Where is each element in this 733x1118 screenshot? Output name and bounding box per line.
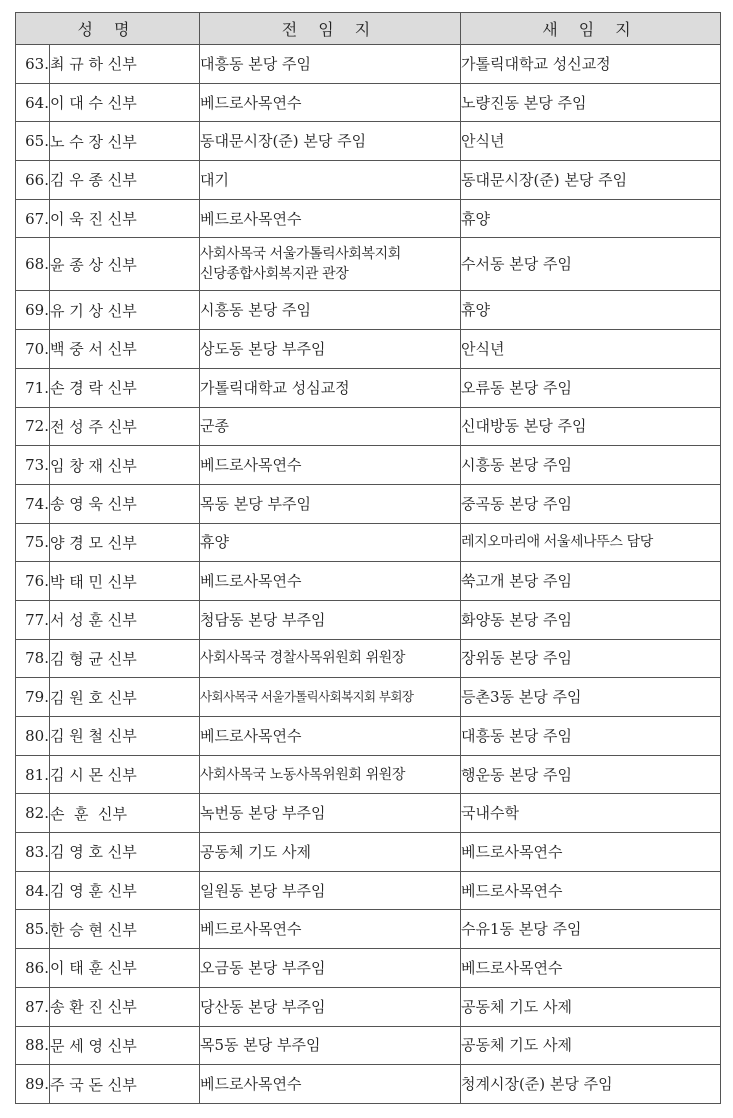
previous-post: 베드로사목연수 bbox=[200, 1065, 461, 1104]
priest-name: 전 성 주 신부 bbox=[50, 407, 200, 446]
new-post: 장위동 본당 주임 bbox=[461, 639, 721, 678]
row-number: 63. bbox=[16, 45, 50, 84]
new-post: 수서동 본당 주임 bbox=[461, 238, 721, 291]
table-row bbox=[16, 407, 721, 446]
previous-post: 베드로사목연수 bbox=[200, 910, 461, 949]
priest-name: 양 경 모 신부 bbox=[50, 523, 200, 562]
priest-name: 백 중 서 신부 bbox=[50, 330, 200, 369]
new-post: 오류동 본당 주임 bbox=[461, 368, 721, 407]
previous-post: 대흥동 본당 주임 bbox=[200, 45, 461, 84]
priest-name: 김 우 종 신부 bbox=[50, 161, 200, 200]
new-post: 레지오마리애 서울세나뚜스 담당 bbox=[461, 523, 721, 562]
previous-post: 휴양 bbox=[200, 523, 461, 562]
header-previous-post: 전 임 지 bbox=[200, 13, 461, 45]
row-number: 85. bbox=[16, 910, 50, 949]
new-post: 행운동 본당 주임 bbox=[461, 755, 721, 794]
previous-post: 베드로사목연수 bbox=[200, 562, 461, 601]
row-number: 71. bbox=[16, 368, 50, 407]
row-number: 75. bbox=[16, 523, 50, 562]
row-number: 79. bbox=[16, 678, 50, 717]
previous-post: 청담동 본당 부주임 bbox=[200, 600, 461, 639]
table-row bbox=[16, 717, 721, 756]
table-row bbox=[16, 446, 721, 485]
header-new-post: 새 임 지 bbox=[461, 13, 721, 45]
table-row bbox=[16, 871, 721, 910]
table-row bbox=[16, 910, 721, 949]
header-name: 성 명 bbox=[16, 13, 200, 45]
row-number: 87. bbox=[16, 987, 50, 1026]
table-row bbox=[16, 794, 721, 833]
row-number: 67. bbox=[16, 199, 50, 238]
previous-post: 베드로사목연수 bbox=[200, 446, 461, 485]
table-row bbox=[16, 484, 721, 523]
table-row bbox=[16, 83, 721, 122]
table-row bbox=[16, 161, 721, 200]
new-post: 가톨릭대학교 성신교정 bbox=[461, 45, 721, 84]
new-post: 휴양 bbox=[461, 199, 721, 238]
new-post: 쑥고개 본당 주임 bbox=[461, 562, 721, 601]
new-post: 안식년 bbox=[461, 330, 721, 369]
priest-name: 송 환 진 신부 bbox=[50, 987, 200, 1026]
row-number: 78. bbox=[16, 639, 50, 678]
priest-name: 최 규 하 신부 bbox=[50, 45, 200, 84]
row-number: 83. bbox=[16, 833, 50, 872]
row-number: 82. bbox=[16, 794, 50, 833]
new-post: 화양동 본당 주임 bbox=[461, 600, 721, 639]
table-row bbox=[16, 678, 721, 717]
new-post: 수유1동 본당 주임 bbox=[461, 910, 721, 949]
row-number: 65. bbox=[16, 122, 50, 161]
previous-post: 녹번동 본당 부주임 bbox=[200, 794, 461, 833]
previous-post: 베드로사목연수 bbox=[200, 83, 461, 122]
priest-name: 손 훈 신부 bbox=[50, 794, 200, 833]
table-row bbox=[16, 1065, 721, 1104]
row-number: 81. bbox=[16, 755, 50, 794]
new-post: 공동체 기도 사제 bbox=[461, 987, 721, 1026]
table-row bbox=[16, 562, 721, 601]
table-row bbox=[16, 330, 721, 369]
table-row bbox=[16, 833, 721, 872]
priest-name: 이 대 수 신부 bbox=[50, 83, 200, 122]
previous-post-line-2: 신당종합사회복지관 관장 bbox=[200, 266, 349, 283]
previous-post: 시흥동 본당 주임 bbox=[200, 291, 461, 330]
previous-post: 사회사목국 경찰사목위원회 위원장 bbox=[200, 639, 461, 678]
priest-name: 이 욱 진 신부 bbox=[50, 199, 200, 238]
row-number: 86. bbox=[16, 949, 50, 988]
priest-name: 노 수 장 신부 bbox=[50, 122, 200, 161]
row-number: 73. bbox=[16, 446, 50, 485]
previous-post: 군종 bbox=[200, 407, 461, 446]
previous-post: 동대문시장(준) 본당 주임 bbox=[200, 122, 461, 161]
priest-name: 임 창 재 신부 bbox=[50, 446, 200, 485]
priest-name: 김 영 호 신부 bbox=[50, 833, 200, 872]
previous-post: 당산동 본당 부주임 bbox=[200, 987, 461, 1026]
new-post: 베드로사목연수 bbox=[461, 833, 721, 872]
new-post: 국내수학 bbox=[461, 794, 721, 833]
table-row bbox=[16, 600, 721, 639]
previous-post: 일원동 본당 부주임 bbox=[200, 871, 461, 910]
new-post: 노량진동 본당 주임 bbox=[461, 83, 721, 122]
new-post: 시흥동 본당 주임 bbox=[461, 446, 721, 485]
previous-post: 공동체 기도 사제 bbox=[200, 833, 461, 872]
priest-name: 김 원 호 신부 bbox=[50, 678, 200, 717]
row-number: 74. bbox=[16, 484, 50, 523]
priest-name: 김 시 몬 신부 bbox=[50, 755, 200, 794]
row-number: 68. bbox=[16, 238, 50, 291]
appointments-table bbox=[15, 12, 721, 1104]
new-post: 대흥동 본당 주임 bbox=[461, 717, 721, 756]
new-post: 신대방동 본당 주임 bbox=[461, 407, 721, 446]
table-row bbox=[16, 238, 721, 291]
table-row bbox=[16, 639, 721, 678]
priest-name: 주 국 돈 신부 bbox=[50, 1065, 200, 1104]
priest-name: 서 성 훈 신부 bbox=[50, 600, 200, 639]
table-row bbox=[16, 1026, 721, 1065]
priest-name: 김 영 훈 신부 bbox=[50, 871, 200, 910]
priest-name: 손 경 락 신부 bbox=[50, 368, 200, 407]
row-number: 64. bbox=[16, 83, 50, 122]
new-post: 베드로사목연수 bbox=[461, 871, 721, 910]
previous-post: 베드로사목연수 bbox=[200, 717, 461, 756]
row-number: 80. bbox=[16, 717, 50, 756]
previous-post: 대기 bbox=[200, 161, 461, 200]
priest-name: 김 원 철 신부 bbox=[50, 717, 200, 756]
priest-name: 박 태 민 신부 bbox=[50, 562, 200, 601]
header-row bbox=[16, 13, 721, 45]
new-post: 등촌3동 본당 주임 bbox=[461, 678, 721, 717]
table-row bbox=[16, 199, 721, 238]
new-post: 동대문시장(준) 본당 주임 bbox=[461, 161, 721, 200]
table-row bbox=[16, 523, 721, 562]
new-post: 안식년 bbox=[461, 122, 721, 161]
previous-post: 목동 본당 부주임 bbox=[200, 484, 461, 523]
priest-name: 문 세 영 신부 bbox=[50, 1026, 200, 1065]
new-post: 휴양 bbox=[461, 291, 721, 330]
priest-name: 윤 종 상 신부 bbox=[50, 238, 200, 291]
table-row bbox=[16, 368, 721, 407]
row-number: 70. bbox=[16, 330, 50, 369]
new-post: 청계시장(준) 본당 주임 bbox=[461, 1065, 721, 1104]
row-number: 84. bbox=[16, 871, 50, 910]
row-number: 72. bbox=[16, 407, 50, 446]
previous-post-line-1: 사회사목국 서울가톨릭사회복지회 bbox=[200, 246, 401, 263]
priest-name: 김 형 균 신부 bbox=[50, 639, 200, 678]
table-row bbox=[16, 45, 721, 84]
table-row bbox=[16, 755, 721, 794]
previous-post: 사회사목국 서울가톨릭사회복지회 부회장 bbox=[200, 678, 461, 717]
row-number: 88. bbox=[16, 1026, 50, 1065]
previous-post: 오금동 본당 부주임 bbox=[200, 949, 461, 988]
row-number: 66. bbox=[16, 161, 50, 200]
table-row bbox=[16, 291, 721, 330]
table-row bbox=[16, 122, 721, 161]
row-number: 69. bbox=[16, 291, 50, 330]
row-number: 76. bbox=[16, 562, 50, 601]
row-number: 77. bbox=[16, 600, 50, 639]
priest-name: 유 기 상 신부 bbox=[50, 291, 200, 330]
previous-post: 상도동 본당 부주임 bbox=[200, 330, 461, 369]
priest-name: 송 영 욱 신부 bbox=[50, 484, 200, 523]
priest-name: 이 태 훈 신부 bbox=[50, 949, 200, 988]
previous-post: 베드로사목연수 bbox=[200, 199, 461, 238]
table-row bbox=[16, 949, 721, 988]
new-post: 베드로사목연수 bbox=[461, 949, 721, 988]
table-row bbox=[16, 987, 721, 1026]
new-post: 중곡동 본당 주임 bbox=[461, 484, 721, 523]
priest-name: 한 승 현 신부 bbox=[50, 910, 200, 949]
previous-post bbox=[200, 238, 461, 291]
previous-post: 목5동 본당 부주임 bbox=[200, 1026, 461, 1065]
new-post: 공동체 기도 사제 bbox=[461, 1026, 721, 1065]
previous-post: 가톨릭대학교 성심교정 bbox=[200, 368, 461, 407]
row-number: 89. bbox=[16, 1065, 50, 1104]
previous-post: 사회사목국 노동사목위원회 위원장 bbox=[200, 755, 461, 794]
